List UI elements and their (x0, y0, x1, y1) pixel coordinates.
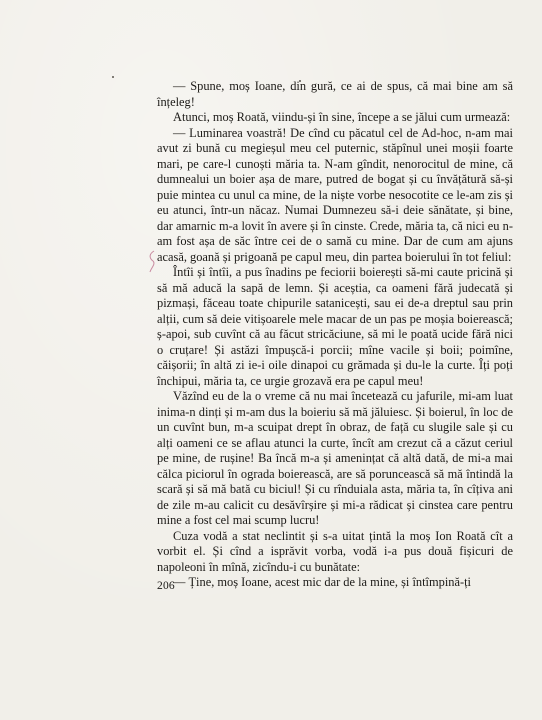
body-text (157, 79, 513, 591)
paragraph: Atunci, moș Roată, viindu-și în sine, începe a se jălui cum urmează: (173, 110, 511, 124)
pen-mark (147, 250, 157, 274)
paragraph: — Luminarea voastră! De cînd cu păcatul cel de Ad-hoc, n-am mai avut zi bună cu megieșul meu cel puternic, stăpînul unei moșii foarte mari, pe care-l cunoști măria ta. N-am gîndit, nenorocitul de mine, că dumnealui un boier așa de mare, putred de bogat și cu învățătură să-și puie mintea cu unul ca mine, de la niște vorbe nesocotite ce le-am zis și eu atunci, într-un năcaz. Numai Dumnezeu să-i deie sănătate, și bine, dar amarnic m-a lovit în avere și în cinste. Crede, măria ta, că nici eu n-am fost așa de săc între cei de o samă cu mine. Dar de cum am ajuns acasă, goană și prigoană pe capul meu, din partea boierului în tot feliul: (157, 125, 513, 264)
paragraph: — Ține, moș Ioane, acest mic dar de la mine, și întîmpină-ți (173, 575, 471, 589)
paragraph: Văzînd eu de la o vreme că nu mai încetează cu jafurile, mi-am luat inima-n dinți și m-am dus la boieriu să mă jăluiesc. Și boierul, în loc de un cuvînt bun, m-a scuipat drept în obraz, de față cu slugile sale și cu alți oameni ce se aflau atunci la curte, încît am crezut că a căzut ceriul pe mine, de rușine! Ba încă m-a și amenințat că altă dată, de mi-a mai călca piciorul în ograda boierească, are să poruncească să mă întindă la scară și să mă bată cu biciul! Și cu rînduiala asta, măria ta, în cîțiva ani de zile m-au calicit cu desăvîrșire și mi-a rădicat și cinstea care pentru mine a fost cel mai scump lucru! (157, 389, 513, 527)
paragraph: Întîi și întîi, a pus înadins pe feciorii boierești să-mi caute pricină și să mă aducă la sapă de lemn. Și aceștia, ca oameni fără judecată și pizmași, făceau toate chipurile satanicești, sau ei de-a dreptul sau prin alții, cum să deie vitișoarele mele macar de un pas pe moșia boierească; ș-apoi, sub cuvînt că au făcut stricăciune, să mi le poată ucide fără nici o cruțare! Și astăzi împușcă-i porcii; mîne vacile și boii; poimîne, căișorii; în altă zi ie-i oile dinapoi cu grămada și du-le la curte. Îți poți închipui, măria ta, ce urgie grozavă era pe capul meu! (157, 265, 513, 388)
paragraph: — Spune, moș Ioane, din gură, ce ai de spus, că mai bine am să înțeleg! (157, 79, 513, 109)
paragraph: Cuza vodă a stat neclintit și s-a uitat țintă la moș Ion Roată cît a vorbit el. Și cînd a isprăvit vorba, vodă i-a pus două fișicuri de napoleoni în mînă, zicîndu-i cu bunătate: (157, 528, 513, 574)
dust-speck (112, 76, 114, 78)
page-number: 206 (157, 580, 175, 592)
